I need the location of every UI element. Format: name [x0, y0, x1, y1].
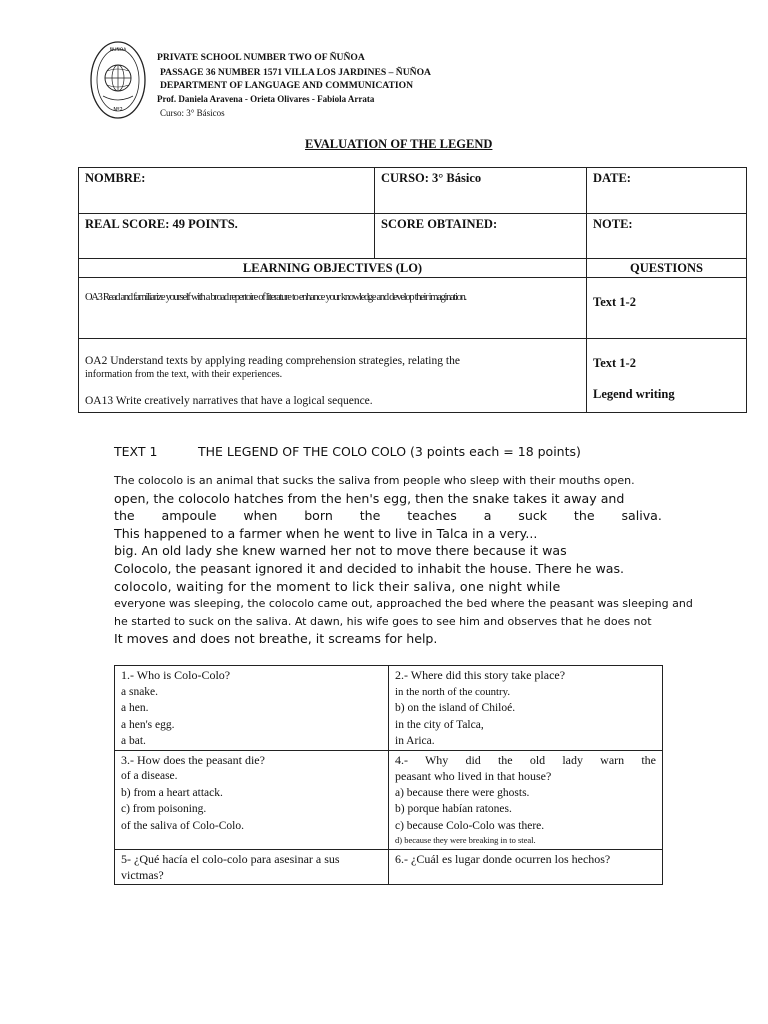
oa2-questions: Text 1-2: [593, 356, 636, 370]
objective-oa3: OA3 Read and familiarize yourself with a broad repertoire of literature to enhance your knowledge and develop their imagination.: [79, 278, 587, 339]
teachers: Prof. Daniela Aravena - Orieta Olivares - Fabiola Arrata: [157, 94, 375, 104]
school-info: [157, 50, 431, 121]
text1-label: TEXT 1: [114, 444, 158, 459]
course-field: CURSO: 3° Básico: [375, 168, 587, 214]
score-obtained-field[interactable]: SCORE OBTAINED:: [375, 214, 587, 259]
passage-line: This happened to a farmer when he went to live in Talca in a very...: [114, 525, 538, 541]
info-table: [78, 167, 747, 413]
passage-line: The colocolo is an animal that sucks the saliva from people who sleep with their mouths open.: [114, 474, 635, 487]
passage-word: suck: [518, 508, 548, 524]
answer-option[interactable]: a) because there were ghosts.: [395, 786, 530, 799]
text1-title: THE LEGEND OF THE COLO COLO (3 points each = 18 points): [198, 444, 581, 459]
answer-option[interactable]: a hen's egg.: [121, 718, 175, 731]
question-1: [115, 666, 389, 751]
answer-option[interactable]: of the saliva of Colo-Colo.: [121, 819, 244, 832]
passage-word: born: [304, 508, 333, 524]
questions-table: [114, 665, 663, 885]
passage-word: the: [114, 508, 135, 524]
answer-option[interactable]: in Arica.: [395, 735, 435, 747]
objective-oa2-oa13: [79, 339, 587, 413]
oa2-questions-cell: [587, 339, 747, 413]
answer-option[interactable]: b) porque habían ratones.: [395, 803, 512, 815]
course: Curso: 3° Básicos: [160, 108, 225, 118]
name-field[interactable]: NOMBRE:: [79, 168, 375, 214]
logo-text: ÑUÑOA: [109, 48, 127, 53]
department: DEPARTMENT OF LANGUAGE AND COMMUNICATION: [160, 80, 414, 91]
objective-oa2: OA2 Understand texts by applying reading comprehension strategies, relating the: [85, 355, 460, 367]
answer-option[interactable]: c) because Colo-Colo was there.: [395, 819, 545, 832]
answer-option[interactable]: c) from poisoning.: [121, 803, 207, 815]
school-address: PASSAGE 36 NUMBER 1571 VILLA LOS JARDINES – ÑUÑOA: [160, 67, 431, 78]
answer-option[interactable]: in the city of Talca,: [395, 718, 484, 731]
passage-word: a: [483, 508, 492, 524]
passage-word: ampoule: [161, 508, 217, 524]
question-text: 3.- How does the peasant die?: [121, 752, 265, 767]
passage-line: Colocolo, the peasant ignored it and decided to inhabit the house. There he was.: [114, 560, 625, 576]
legend-passage: [114, 472, 693, 648]
answer-option[interactable]: a bat.: [121, 735, 146, 747]
objective-oa13: OA13 Write creatively narratives that have a logical sequence.: [85, 395, 373, 407]
question-3: [115, 750, 389, 849]
question-text: 4.- Why did the old lady warn the: [395, 752, 656, 767]
passage-word: the: [359, 508, 381, 524]
school-logo: [89, 40, 147, 124]
oa3-questions: Text 1-2: [587, 278, 747, 339]
answer-option[interactable]: of a disease.: [121, 770, 178, 782]
passage-line: colocolo, waiting for the moment to lick their saliva, one night while: [114, 578, 561, 594]
school-seal-icon: [89, 40, 147, 124]
passage-line: everyone was sleeping, the colocolo came out, approached the bed where the peasant was sleeping and: [114, 597, 693, 611]
answer-option[interactable]: b) from a heart attack.: [121, 786, 223, 799]
logo-number: Nº2: [113, 107, 123, 113]
passage-line: he started to suck on the saliva. At dawn, his wife goes to see him and observes that he does not: [114, 614, 652, 628]
answer-option[interactable]: in the north of the country.: [395, 685, 511, 698]
page-title: EVALUATION OF THE LEGEND: [305, 137, 493, 151]
real-score: REAL SCORE: 49 POINTS.: [79, 214, 375, 259]
passage-word: the: [573, 508, 595, 524]
passage-line: big. An old lady she knew warned her not to move there because it was: [114, 543, 567, 559]
note-field[interactable]: NOTE:: [587, 214, 747, 259]
question-5: 5- ¿Qué hacía el colo-colo para asesinar a sus victmas?: [115, 849, 389, 884]
question-text: 1.- Who is Colo-Colo?: [121, 668, 231, 682]
passage-word: teaches: [407, 508, 457, 524]
oa13-questions: Legend writing: [593, 387, 675, 401]
passage-word: saliva.: [621, 508, 662, 524]
text1-heading: [114, 444, 581, 459]
objective-oa2-rest: information from the text, with their experiences.: [85, 369, 283, 380]
question-2: [389, 666, 663, 751]
passage-line-justified: [114, 507, 662, 525]
answer-option[interactable]: a hen.: [121, 702, 149, 714]
answer-option[interactable]: b) on the island of Chiloé.: [395, 702, 516, 714]
question-text-cont: peasant who lived in that house?: [395, 769, 552, 783]
date-field[interactable]: DATE:: [587, 168, 747, 214]
question-4: [389, 750, 663, 849]
passage-line: open, the colocolo hatches from the hen's egg, then the snake takes it away and: [114, 490, 625, 506]
question-6: 6.- ¿Cuál es lugar donde ocurren los hechos?: [389, 849, 663, 884]
passage-line: It moves and does not breathe, it screams for help.: [114, 631, 438, 647]
answer-option[interactable]: a snake.: [121, 685, 159, 698]
school-name: PRIVATE SCHOOL NUMBER TWO OF ÑUÑOA: [157, 52, 365, 63]
question-text: 2.- Where did this story take place?: [395, 668, 566, 682]
questions-header: QUESTIONS: [587, 259, 747, 278]
objectives-header: LEARNING OBJECTIVES (LO): [79, 259, 587, 278]
answer-option[interactable]: d) because they were breaking in to steal.: [395, 835, 536, 845]
passage-word: when: [243, 508, 278, 524]
